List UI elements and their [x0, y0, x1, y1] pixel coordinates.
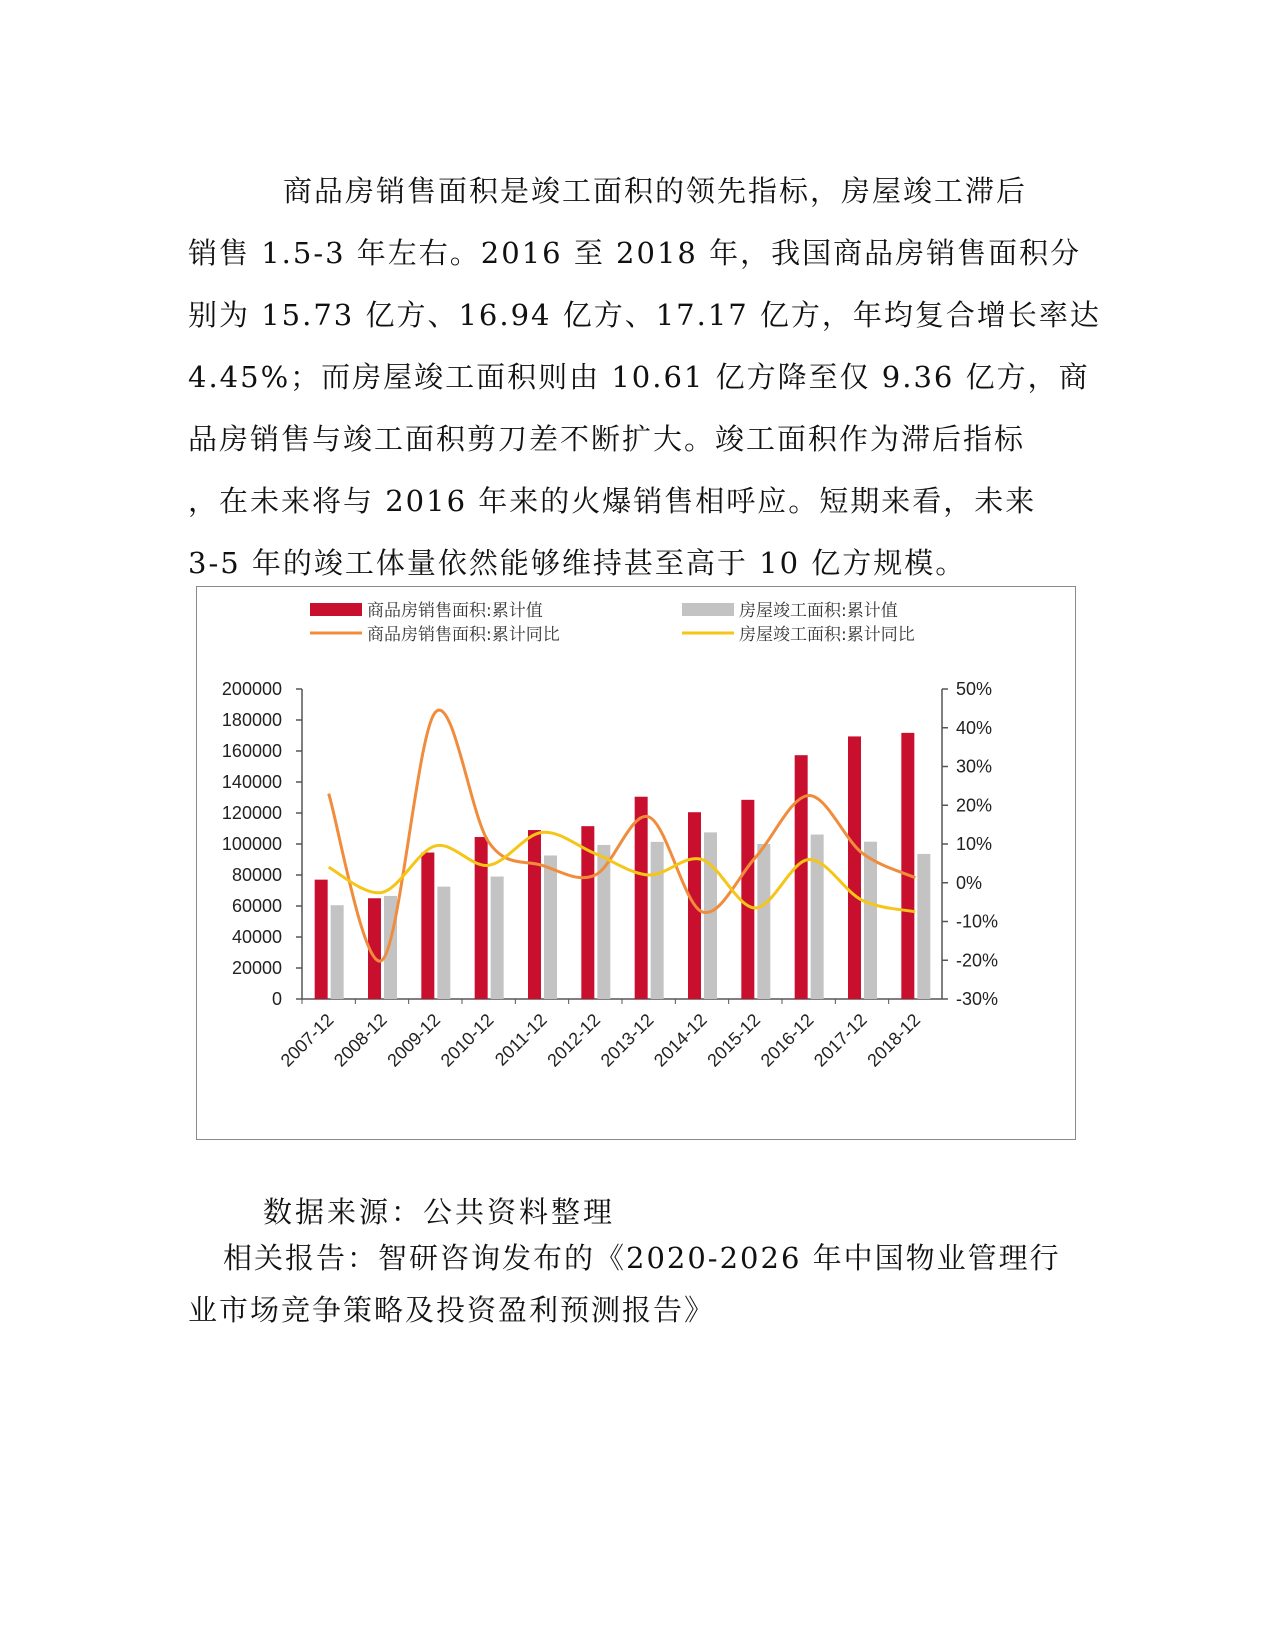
left-tick-label: 200000 — [221, 679, 282, 699]
legend — [310, 601, 915, 645]
left-tick-label: 180000 — [221, 710, 282, 730]
bar-sales-area — [795, 755, 808, 999]
right-tick-label: 20% — [956, 795, 993, 816]
bar-sales-area — [741, 800, 754, 999]
x-tick-label: 2014-12 — [649, 1009, 711, 1071]
related-line: 相关报告：智研咨询发布的《2020-2026 年中国物业管理行 — [223, 1241, 1061, 1275]
legend-label-sales-yoy: 商品房销售面积:累计同比 — [367, 625, 560, 645]
bar-completion-area — [437, 887, 450, 999]
legend-label-sales-bar: 商品房销售面积:累计值 — [367, 601, 543, 621]
bar-completion-area — [704, 832, 717, 999]
line-sales-yoy — [329, 710, 916, 961]
x-tick-label: 2007-12 — [276, 1009, 338, 1071]
bar-completion-area — [491, 877, 504, 999]
body-paragraph — [188, 160, 1101, 594]
paragraph-line: 品房销售与竣工面积剪刀差不断扩大。竣工面积作为滞后指标 — [188, 422, 1026, 456]
legend-label-completion-yoy: 房屋竣工面积:累计同比 — [739, 625, 915, 645]
paragraph-line: 商品房销售面积是竣工面积的领先指标，房屋竣工滞后 — [283, 174, 1028, 208]
right-tick-label: -20% — [956, 950, 999, 971]
paragraph-line: ，在未来将与 2016 年来的火爆销售相呼应。短期来看，未来 — [188, 484, 1037, 518]
legend-label-completion-bar: 房屋竣工面积:累计值 — [739, 601, 898, 621]
x-tick-label: 2018-12 — [863, 1009, 925, 1071]
left-tick-label: 120000 — [221, 803, 282, 823]
paragraph-line: 销售 1.5-3 年左右。2016 至 2018 年，我国商品房销售面积分 — [188, 236, 1082, 270]
x-tick-label: 2010-12 — [436, 1009, 498, 1071]
paragraph-line: 别为 15.73 亿方、16.94 亿方、17.17 亿方，年均复合增长率达 — [188, 298, 1101, 332]
bar-completion-area — [757, 844, 770, 999]
bar-completion-area — [651, 842, 664, 999]
bar-sales-area — [528, 830, 541, 999]
bar-completion-area — [384, 896, 397, 999]
x-tick-label: 2009-12 — [383, 1009, 445, 1071]
left-tick-label: 20000 — [231, 958, 282, 978]
right-tick-label: -30% — [956, 989, 999, 1009]
right-tick-label: 50% — [956, 679, 993, 699]
paragraph-line: 4.45%；而房屋竣工面积则由 10.61 亿方降至仅 9.36 亿方，商 — [188, 360, 1090, 394]
x-tick-label: 2008-12 — [329, 1009, 391, 1071]
bar-sales-area — [421, 853, 434, 999]
right-tick-label: -10% — [956, 911, 999, 932]
x-tick-label: 2013-12 — [596, 1009, 658, 1071]
right-tick-label: 0% — [956, 872, 983, 893]
paragraph-line: 3-5 年的竣工体量依然能够维持甚至高于 10 亿方规模。 — [188, 546, 967, 580]
left-tick-label: 0 — [271, 989, 282, 1009]
bar-completion-area — [917, 854, 930, 999]
left-tick-label: 40000 — [231, 927, 282, 947]
left-tick-label: 80000 — [231, 865, 282, 885]
x-tick-label: 2015-12 — [703, 1009, 765, 1071]
source-note: 数据来源：公共资料整理 — [263, 1195, 616, 1229]
x-tick-label: 2011-12 — [490, 1009, 551, 1070]
right-tick-label: 10% — [956, 834, 993, 854]
bar-sales-area — [475, 837, 488, 999]
left-tick-label: 140000 — [221, 772, 282, 792]
bar-completion-area — [544, 855, 557, 999]
related-line: 业市场竞争策略及投资盈利预测报告》 — [188, 1293, 716, 1327]
left-tick-label: 60000 — [231, 896, 282, 916]
chart-lines — [329, 710, 916, 961]
x-tick-label: 2017-12 — [809, 1009, 871, 1071]
bar-completion-area — [331, 905, 344, 999]
chart-frame — [196, 586, 1076, 1140]
legend-swatch-sales-bar — [310, 603, 362, 616]
line-completion-yoy — [329, 832, 916, 912]
left-tick-label: 100000 — [221, 834, 282, 854]
bar-sales-area — [635, 797, 648, 999]
x-tick-label: 2012-12 — [543, 1009, 605, 1071]
bar-sales-area — [901, 733, 914, 999]
x-tick-label: 2016-12 — [756, 1009, 818, 1071]
related-report — [188, 1232, 1088, 1336]
right-tick-label: 30% — [956, 756, 993, 777]
combo-chart — [197, 587, 1077, 1141]
bar-sales-area — [315, 880, 328, 999]
right-tick-label: 40% — [956, 717, 993, 738]
bar-sales-area — [848, 736, 861, 999]
bar-completion-area — [864, 842, 877, 999]
left-tick-label: 160000 — [221, 741, 282, 761]
legend-swatch-completion-bar — [682, 603, 734, 616]
